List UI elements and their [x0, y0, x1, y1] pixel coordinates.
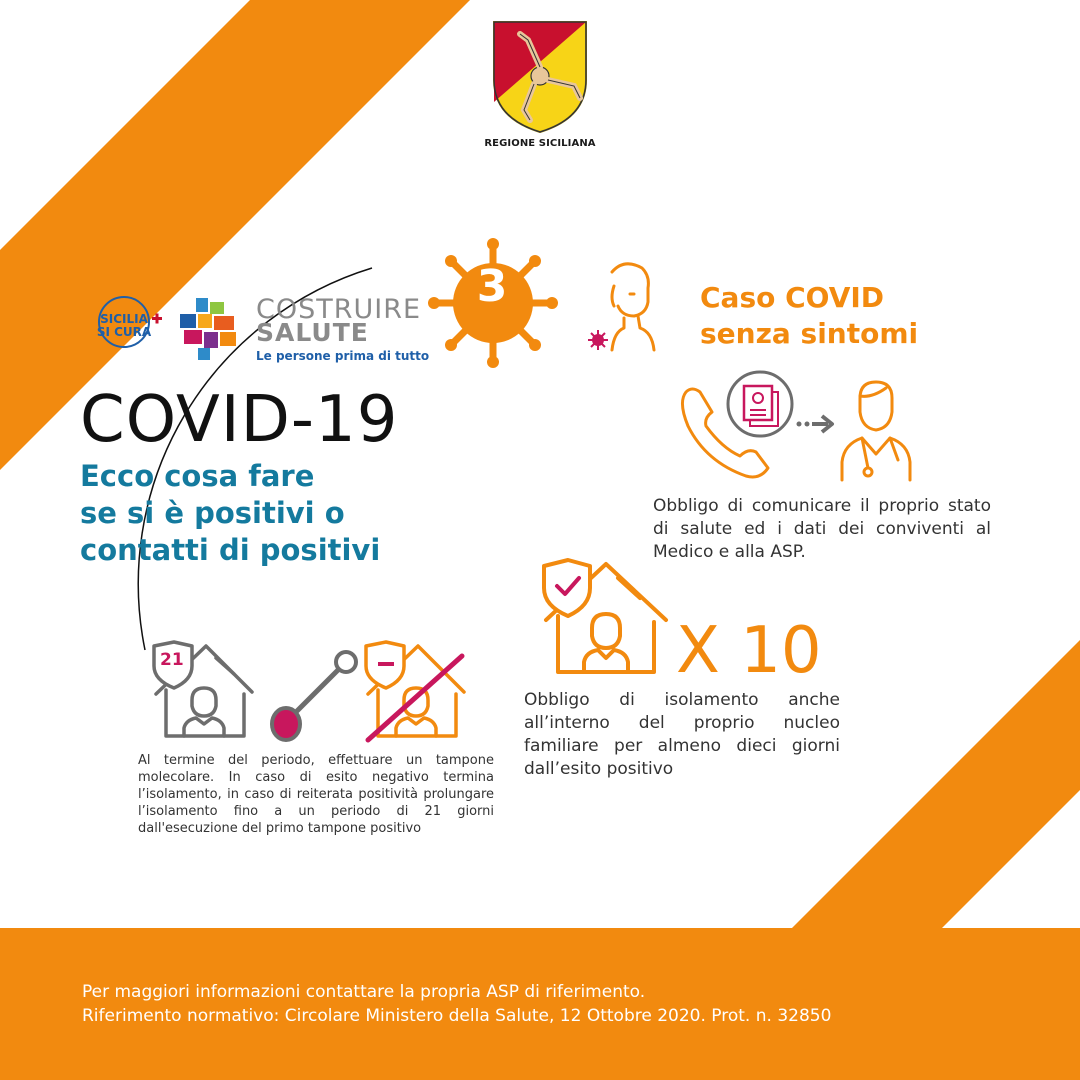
- brand-line-2: SALUTE: [256, 318, 369, 347]
- case-title: [700, 280, 918, 352]
- page-title: COVID-19: [80, 383, 399, 457]
- swab-icon: [266, 648, 362, 744]
- medical-record-icon: [728, 372, 792, 436]
- footer-text: [82, 980, 831, 1028]
- communication-icons: [676, 368, 926, 486]
- subtitle-line-1: Ecco cosa fare: [80, 459, 315, 493]
- days-badge: 21: [160, 650, 184, 670]
- case-title-line-2: senza sintomi: [700, 317, 919, 350]
- region-label: REGIONE SICILIANA: [484, 138, 596, 149]
- case-title-line-1: Caso COVID: [700, 281, 885, 314]
- footer-line-2: Riferimento normativo: Circolare Ministero della Salute, 12 Ottobre 2020. Prot. n. 32850: [82, 1006, 832, 1026]
- isolation-text: Obbligo di isolamento anche all’interno del proprio nucleo familiare per almeno dieci giorni dall’esito positivo: [524, 690, 840, 779]
- home-negative-crossed-icon: [362, 640, 472, 744]
- trinacria-coat-of-arms-icon: [490, 18, 590, 136]
- isolation-multiplier: X 10: [676, 614, 822, 688]
- badge-line-1: SICILIA: [100, 312, 148, 326]
- brand-tagline: Le persone prima di tutto: [256, 349, 430, 363]
- communicate-text: Obbligo di comunicare il proprio stato di salute ed i dati dei conviventi al Medico e alla ASP.: [653, 496, 991, 562]
- swab-text: Al termine del periodo, effettuare un tampone molecolare. In caso di esito negativo termina l’isolamento, in caso di reiterata positività prolungare l’isolamento fino a un periodo di 21 giorni dall'esecuzione del primo tampone positivo: [138, 753, 494, 836]
- home-isolation-icon: [540, 558, 672, 678]
- page-subtitle: [80, 458, 380, 569]
- arrow-right-icon: [797, 416, 833, 432]
- brand-line-1: COSTRUIRE: [256, 294, 422, 325]
- costruire-salute-mosaic-icon: [176, 296, 252, 362]
- case-number: 3: [476, 261, 508, 312]
- subtitle-line-2: se si è positivi o: [80, 496, 345, 530]
- footer-line-1: Per maggiori informazioni contattare la propria ASP di riferimento.: [82, 982, 646, 1002]
- badge-line-2: SI CURA: [96, 325, 152, 339]
- subtitle-line-3: contatti di positivi: [80, 533, 381, 567]
- sick-person-icon: [584, 258, 664, 358]
- sicilia-si-cura-text: [90, 313, 158, 339]
- doctor-icon: [842, 382, 910, 480]
